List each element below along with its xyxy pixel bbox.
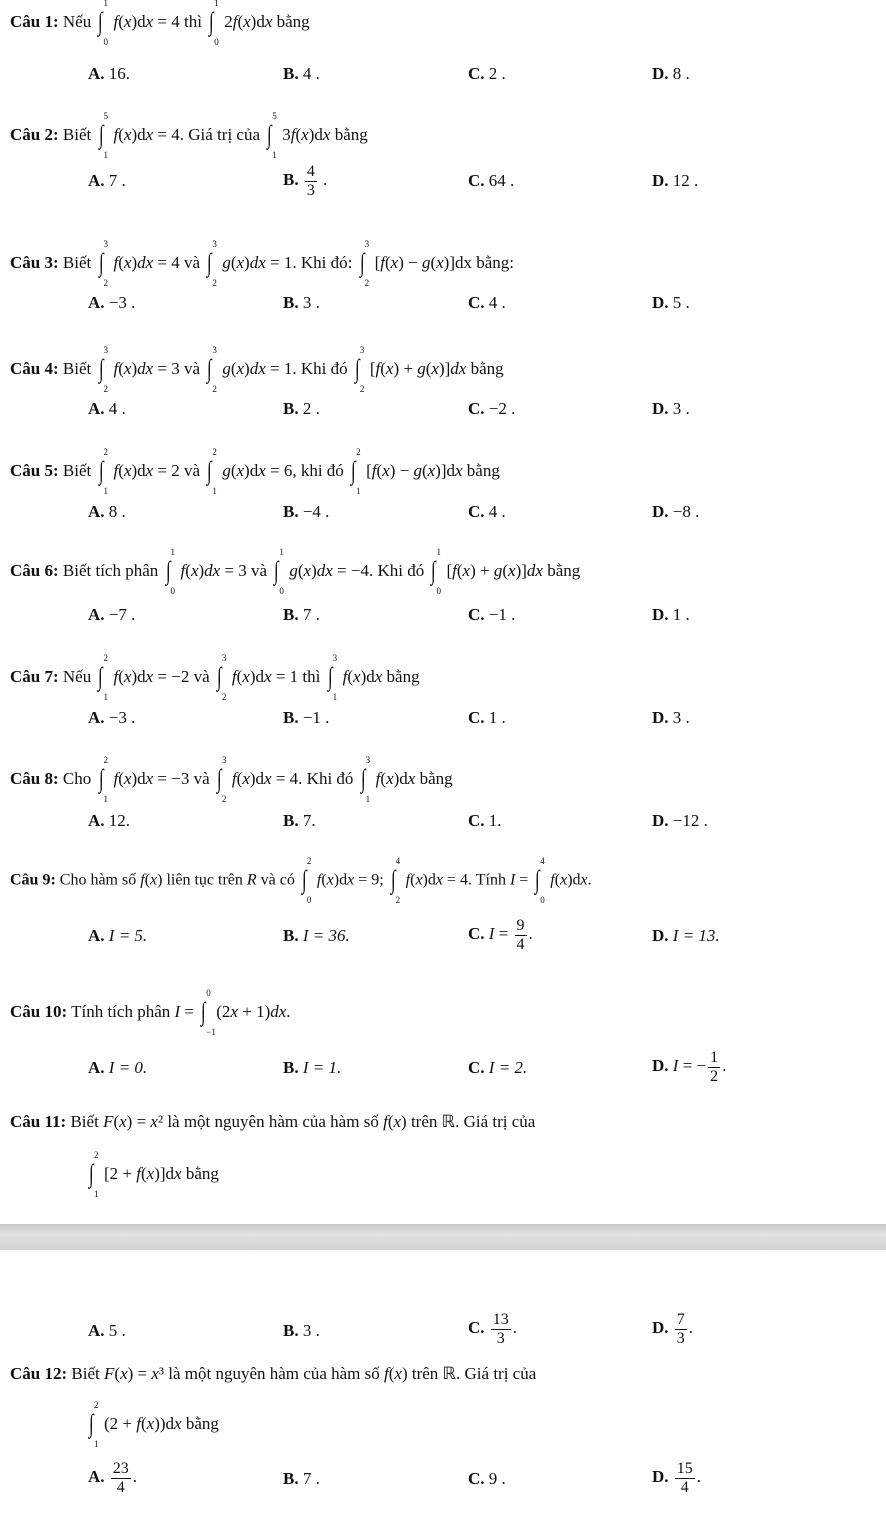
question-8: Câu 8: Cho ∫ 2 1 f(x)dx = −3 và ∫ 3 2 f(x)dx = 4. Khi đó ∫ 3 1 f(x)dx bằng (10, 755, 453, 804)
q7-option-b: B. −1 . (283, 708, 330, 727)
q8-option-c: C. 1. (468, 811, 502, 830)
q8-option-d: D. −12 . (652, 811, 708, 830)
q10-option-b: B. I = 1. (283, 1058, 342, 1077)
q2-option-a: A. 7 . (88, 171, 126, 190)
q8-option-a: A. 12. (88, 811, 131, 830)
q11-option-b: B. 3 . (283, 1321, 320, 1340)
q6-option-b: B. 7 . (283, 605, 320, 624)
q11-option-a: A. 5 . (88, 1321, 126, 1340)
question-1: Câu 1: Nếu ∫ 1 0 f(x)dx = 4 thì ∫ 1 0 2f(x)dx bằng (10, 0, 310, 47)
q2-option-b: B. $\frac{4}{3}$ . (283, 163, 328, 199)
question-12: Câu 12: Biết F(x) = x³ là một nguyên hàm của hàm số f(x) trên ℝ. Giá trị của (10, 1364, 537, 1383)
q3-option-d: D. 5 . (652, 293, 690, 312)
q12-option-c: C. 9 . (468, 1469, 506, 1488)
q10-option-c: C. I = 2. (468, 1058, 528, 1077)
question-10: Câu 10: Tính tích phân I = ∫ 0 −1 (2x + 1)dx. (10, 988, 291, 1037)
q9-option-d: D. I = 13. (652, 926, 720, 945)
question-9: Câu 9: Cho hàm số f(x) liên tục trên R và có ∫ 2 0 f(x)dx = 9; ∫ 4 2 f(x)dx = 4. Tính I = ∫ 4 0 f(x)dx. (10, 856, 592, 905)
q9-option-c: C. I = $\frac{9}{4}$ . (468, 917, 533, 953)
q2-option-c: C. 64 . (468, 171, 515, 190)
question-5: Câu 5: Biết ∫ 2 1 f(x)dx = 2 và ∫ 2 1 g(x)dx = 6, khi đó ∫ 2 1 [f(x) − g(x)]dx bằng (10, 447, 500, 496)
q4-option-b: B. 2 . (283, 399, 320, 418)
q11-option-d: D. $\frac{7}{3}$ . (652, 1311, 694, 1347)
q4-option-d: D. 3 . (652, 399, 690, 418)
q9-option-b: B. I = 36. (283, 926, 350, 945)
q1-option-c: C. 2 . (468, 64, 506, 83)
q9-option-a: A. I = 5. (88, 926, 148, 945)
q5-option-c: C. 4 . (468, 502, 506, 521)
q12-option-d: D. $\frac{15}{4}$ . (652, 1460, 702, 1496)
question-4: Câu 4: Biết ∫ 3 2 f(x)dx = 3 và ∫ 3 2 g(x)dx = 1. Khi đó ∫ 3 2 [f(x) + g(x)]dx bằng (10, 345, 504, 394)
q3-option-b: B. 3 . (283, 293, 320, 312)
q3-option-a: A. −3 . (88, 293, 136, 312)
q5-option-b: B. −4 . (283, 502, 330, 521)
q11-option-c: C. $\frac{13}{3}$ . (468, 1311, 518, 1347)
page-break-divider (0, 1224, 886, 1250)
q6-option-a: A. −7 . (88, 605, 136, 624)
q12-option-a: A. $\frac{23}{4}$ . (88, 1460, 138, 1496)
q3-option-c: C. 4 . (468, 293, 506, 312)
q5-option-d: D. −8 . (652, 502, 700, 521)
question-12-line-2: ∫ 2 1 (2 + f(x))dx bằng (89, 1400, 219, 1449)
question-11-line-2: ∫ 2 1 [2 + f(x)]dx bằng (89, 1150, 219, 1199)
q6-option-d: D. 1 . (652, 605, 690, 624)
question-2: Câu 2: Biết ∫ 5 1 f(x)dx = 4. Giá trị của ∫ 5 1 3f(x)dx bằng (10, 111, 368, 160)
q1-option-a: A. 16. (88, 64, 131, 83)
question-3: Câu 3: Biết ∫ 3 2 f(x)dx = 4 và ∫ 3 2 g(x)dx = 1. Khi đó: ∫ 3 2 [f(x) − g(x)]dx bằng: (10, 239, 514, 288)
q10-option-d: D. I = − $\frac{1}{2}$ . (652, 1049, 727, 1085)
q4-option-c: C. −2 . (468, 399, 516, 418)
q1-option-d: D. 8 . (652, 64, 690, 83)
q7-option-d: D. 3 . (652, 708, 690, 727)
question-11: Câu 11: Biết F(x) = x² là một nguyên hàm của hàm số f(x) trên ℝ. Giá trị của (10, 1112, 536, 1131)
question-7: Câu 7: Nếu ∫ 2 1 f(x)dx = −2 và ∫ 3 2 f(x)dx = 1 thì ∫ 3 1 f(x)dx bằng (10, 653, 420, 702)
question-6: Câu 6: Biết tích phân ∫ 1 0 f(x)dx = 3 và ∫ 1 0 g(x)dx = −4. Khi đó ∫ 1 0 [f(x) + g(x)]dx bằng (10, 547, 581, 596)
q10-option-a: A. I = 0. (88, 1058, 148, 1077)
q6-option-c: C. −1 . (468, 605, 516, 624)
q5-option-a: A. 8 . (88, 502, 126, 521)
q2-option-d: D. 12 . (652, 171, 699, 190)
q1-option-b: B. 4 . (283, 64, 320, 83)
q7-option-a: A. −3 . (88, 708, 136, 727)
q8-option-b: B. 7. (283, 811, 316, 830)
q4-option-a: A. 4 . (88, 399, 126, 418)
q7-option-c: C. 1 . (468, 708, 506, 727)
q12-option-b: B. 7 . (283, 1469, 320, 1488)
